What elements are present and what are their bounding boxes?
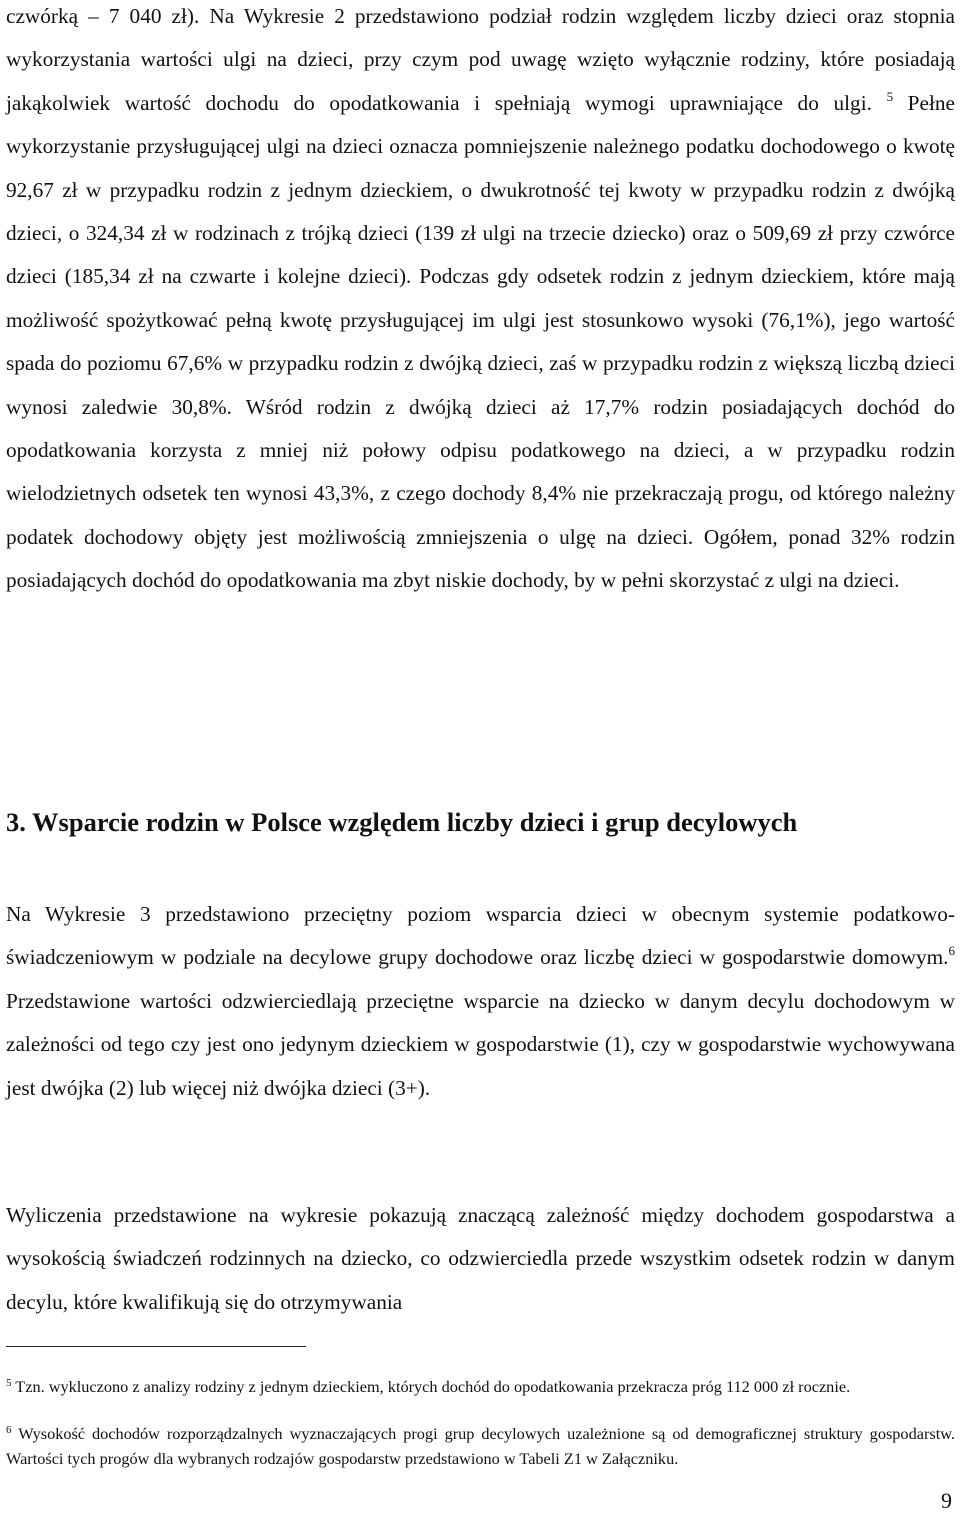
- body-paragraph-ulga: [6, 0, 955, 603]
- paragraph-text: czwórką – 7 040 zł). Na Wykresie 2 przedstawiono podział rodzin względem liczby dzieci oraz stopnia wykorzystania wartości ulgi na dzieci, przy czym pod uwagę wzięto wyłącznie rodziny, które posiadają jakąkolwiek wartość dochodu do opodatkowania i spełniają wymogi uprawniające do ulgi.: [6, 4, 955, 115]
- paragraph-text: Na Wykresie 3 przedstawiono przeciętny poziom wsparcia dzieci w obecnym systemie podatkowo-świadczeniowym w podziale na decylowe grupy dochodowe oraz liczbę dzieci w gospodarstwie domowym.: [6, 902, 955, 970]
- footnote-number: 6: [6, 1424, 12, 1436]
- page-number: 9: [941, 1488, 952, 1513]
- body-paragraph-wykres3: [6, 893, 955, 1110]
- footnote: [6, 1422, 955, 1471]
- paragraph-text: Przedstawione wartości odzwierciedlają przeciętne wsparcie na dziecko w danym decylu dochodowym w zależności od tego czy jest ono jedynym dzieckiem w gospodarstwie (1), czy w gospodarstwie wychowywana jest dwójka (2) lub więcej niż dwójka dzieci (3+).: [6, 988, 955, 1100]
- paragraph-text: Pełne wykorzystanie przysługującej ulgi na dzieci oznacza pomniejszenie należnego podatku dochodowego o kwotę 92,67 zł w przypadku rodzin z jednym dzieckiem, o dwukrotność tej kwoty w przypadku rodzin z dwójką dzieci, o 324,34 zł w rodzinach z trójką dzieci (139 zł ulgi na trzecie dziecko) oraz o 509,69 zł przy czwórce dzieci (185,34 zł na czwarte i kolejne dzieci). Podczas gdy odsetek rodzin z jednym dzieckiem, które mają możliwość spożytkować pełną kwotę przysługującej im ulgi jest stosunkowo wysoki (76,1%), jego wartość spada do poziomu 67,6% w przypadku rodzin z dwójką dzieci, zaś w przypadku rodzin z większą liczbą dzieci wynosi zaledwie 30,8%. Wśród rodzin z dwójką dzieci aż 17,7% rodzin posiadających dochód do opodatkowania korzysta z mniej niż połowy odpisu podatkowego na dzieci, a w przypadku rodzin wielodzietnych odsetek ten wynosi 43,3%, z czego dochody 8,4% nie przekraczają progu, od którego należny podatek dochodowy objęty jest możliwością zmniejszenia o ulgę na dzieci. Ogółem, ponad 32% rodzin posiadających dochód do opodatkowania ma zbyt niskie dochody, by w pełni skorzystać z ulgi na dzieci.: [6, 90, 955, 593]
- footnote: [6, 1375, 955, 1400]
- footnote-separator: [6, 1346, 306, 1347]
- footnote-reference[interactable]: 6: [948, 943, 955, 959]
- footnote-reference[interactable]: 5: [886, 88, 894, 104]
- body-paragraph-wyliczenia: Wyliczenia przedstawione na wykresie pokazują znaczącą zależność między dochodem gospodarstwa a wysokością świadczeń rodzinnych na dziecko, co odzwierciedla przede wszystkim odsetek rodzin w danym decylu, które kwalifikują się do otrzymywania: [6, 1203, 955, 1314]
- footnote-text: Tzn. wykluczono z analizy rodziny z jednym dzieckiem, których dochód do opodatkowania przekracza próg 112 000 zł rocznie.: [11, 1377, 851, 1396]
- footnote-text: Wysokość dochodów rozporządzalnych wyznaczających progi grup decylowych uzależnione są od demograficznej struktury gospodarstw. Wartości tych progów dla wybranych rodzajów gospodarstw przedstawiono w Tabeli Z1 w Załączniku.: [6, 1424, 955, 1468]
- footnote-number: 5: [6, 1377, 12, 1389]
- section-heading: 3. Wsparcie rodzin w Polsce względem liczby dzieci i grup decylowych: [6, 807, 798, 837]
